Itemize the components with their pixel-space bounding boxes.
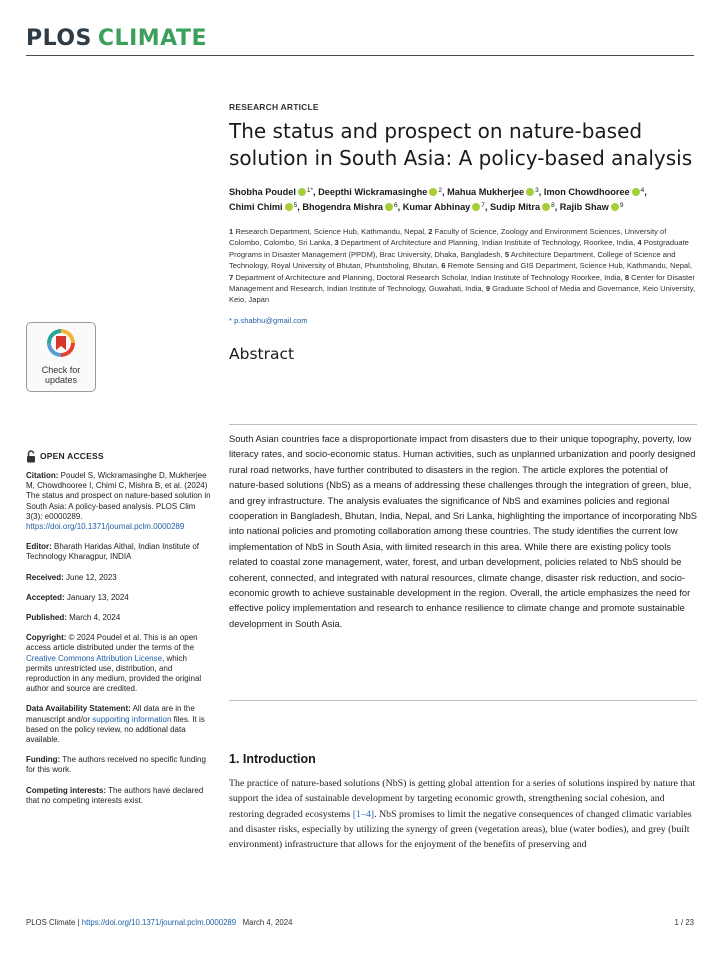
affiliation-number: 1 xyxy=(229,227,234,236)
affiliations: 1 Research Department, Science Hub, Kathmandu, Nepal, 2 Faculty of Science, Zoology and Environment Sciences, University of Colombo, Colombo, Sri Lanka, 3 Department of Architecture and Planning, Indian Institute of Technology, Roorkee, India, 4 Postgraduate Programs in Disaster Management (PPDM), Brac University, Dhaka, Bangladesh, 5 Architecture Department, College of Science and Technology, Royal University of Bhutan, Phuntsholing, Bhutan, 6 Remote Sensing and GIS Department, Science Hub, Kathmandu, Nepal, 7 Department of Architecture and Planning, Doctoral Research Scholar, Indian Institute of Technology Roorkee, India, 8 Center for Disaster Management and Research, Indian Institute of Technology, Guwahati, India, 9 Graduate School of Media and Governance, Keio University, Keio, Japan xyxy=(229,227,696,305)
abstract-top-divider xyxy=(229,424,697,425)
reference-link[interactable]: [1–4] xyxy=(352,808,375,820)
accepted-date: Accepted: January 13, 2024 xyxy=(26,592,129,602)
funding: Funding: The authors received no specific funding for this work. xyxy=(26,755,206,775)
article-title: The status and prospect on nature-based solution in South Asia: A policy-based analysis xyxy=(229,119,693,170)
orcid-icon[interactable] xyxy=(632,188,640,196)
open-access-label: OPEN ACCESS xyxy=(40,451,104,462)
affiliation-number: 7 xyxy=(229,272,234,282)
orcid-icon[interactable] xyxy=(285,203,293,211)
affiliation-number: 9 xyxy=(485,284,491,294)
orcid-icon[interactable] xyxy=(298,188,306,196)
abstract-text: South Asian countries face a disproportionate impact from disasters due to their unique topography, poverty, low literacy rates, and socio-economic status. Human activities, such as unplanned urbanization and poorly designed rural road networks, have further contributed to disasters in the region. The article explores the potential of nature-based solutions (NbS) as a means of addressing these challenges through the integration of green, blue, and grey infrastructure. The analysis evaluates the significance of NbS and examines policies and regional cooperation in Bangladesh, Bhutan, India, Nepal, and Sri Lanka, highlighting the importance of incorporating NbS into national policies and promoting collaboration among these countries. The study identifies the current low implementation of NbS in South Asia, with limited research in this area. While there are existing policy tools related to coastal zone management, water, forest, and urban development, policies related to NbS should be coherent, connected, and integrated with natural resources, climate change, disaster risk reduction, and socio-economic growth to achieve sustainable development in the region. Overall, the article emphasizes the need for effective policy implementation and research to enhance resilience to climate change and promote sustainable development in South Asia. xyxy=(229,434,698,629)
check-for-updates-button[interactable] xyxy=(26,322,96,392)
copyright: Copyright: © 2024 Poudel et al. This is an open access article distributed under the terms of the Creative Commons Attribution License, which permits unrestricted use, distribution, and reproduction in any medium, provided the original author and source are credited. xyxy=(26,633,202,694)
author-name[interactable]: Chimi Chimi $^5$ xyxy=(229,202,298,212)
orcid-icon[interactable] xyxy=(385,203,393,211)
affiliation-number: 5 xyxy=(504,249,510,259)
abstract-heading: Abstract xyxy=(229,344,295,363)
affiliation-number: 4 xyxy=(637,238,642,248)
journal-logo[interactable] xyxy=(26,26,207,51)
logo-word-climate: CLIMATE xyxy=(97,26,208,51)
affiliation-number: 6 xyxy=(441,261,446,271)
editor: Editor: Bharath Haridas Aithal, Indian Institute of Technology Kharagpur, INDIA xyxy=(26,542,199,562)
license-link[interactable]: Creative Commons Attribution License xyxy=(26,653,163,663)
open-access-badge xyxy=(26,450,212,463)
header-divider xyxy=(26,55,694,56)
bookmark-ribbon-icon xyxy=(45,327,77,359)
data-availability: Data Availability Statement: All data are in the manuscript and/or supporting information files. It is based on the policy review, no addtional data available. xyxy=(26,704,205,745)
page-number: 1 / 23 xyxy=(674,918,694,927)
author-name[interactable]: Kumar Abhinay $^7$ xyxy=(402,202,485,212)
author-list: Shobha Poudel $^{1*}$, Deepthi Wickramasinghe $^2$, Mahua Mukherjee $^3$, Imon Chowdhooree $^4$, Chimi Chimi $^5$, Bhogendra Mishra $^6$, Kumar Abhinay $^7$, Sudip Mitra $^8$, Rajib Shaw $^9$ xyxy=(229,187,647,212)
author-name[interactable]: Deepthi Wickramasinghe $^2$ xyxy=(318,187,442,197)
orcid-icon[interactable] xyxy=(526,188,534,196)
article-metadata xyxy=(26,450,212,816)
article-main xyxy=(229,102,697,369)
author-name[interactable]: Bhogendra Mishra $^6$ xyxy=(302,202,398,212)
affiliation-number: 3 xyxy=(334,238,339,248)
orcid-icon[interactable] xyxy=(472,203,480,211)
orcid-icon[interactable] xyxy=(542,203,550,211)
page-footer: PLOS Climate | https://doi.org/10.1371/journal.pclm.0000289 March 4, 2024 1 / 23 xyxy=(26,918,694,927)
citation-doi-link[interactable]: https://doi.org/10.1371/journal.pclm.0000289 xyxy=(26,522,185,532)
affiliation-number: 2 xyxy=(428,227,433,236)
orcid-icon[interactable] xyxy=(611,203,619,211)
received-date: Received: June 12, 2023 xyxy=(26,572,117,582)
author-name[interactable]: Sudip Mitra $^8$ xyxy=(490,202,555,212)
supporting-info-link[interactable]: supporting information xyxy=(92,714,172,724)
check-for-updates-label: Check for updates xyxy=(41,365,81,385)
author-name[interactable]: Shobha Poudel $^{1*}$ xyxy=(229,187,314,197)
article-type: RESEARCH ARTICLE xyxy=(229,102,319,112)
citation: Citation: Poudel S, Wickramasinghe D, Mukherjee M, Chowdhooree I, Chimi C, Mishra B, et al. (2024) The status and prospect on nature-based solution in South Asia: A policy-based analysis. PLOS Clim 3(3): e0000289. https://doi.org/10.1371/journal.pclm.0000289 xyxy=(26,471,211,532)
footer-journal: PLOS Climate xyxy=(26,918,76,927)
logo-word-plos: PLOS xyxy=(26,26,92,51)
author-name[interactable]: Rajib Shaw $^9$ xyxy=(559,202,624,212)
affiliation-number: 8 xyxy=(624,272,630,282)
open-lock-icon xyxy=(26,450,36,463)
abstract-bottom-divider xyxy=(229,700,697,701)
author-name[interactable]: Mahua Mukherjee $^3$ xyxy=(447,187,539,197)
orcid-icon[interactable] xyxy=(429,188,437,196)
published-date: Published: March 4, 2024 xyxy=(26,613,121,623)
footer-date: March 4, 2024 xyxy=(242,918,293,927)
introduction-text: The practice of nature-based solutions (NbS) is getting global attention for a series of solutions inspired by nature that support the idea of sustainable development by targeting economic growth, strengthening social cohesion, and restoring degraded ecosystems [1–4]. NbS promises to limit the negative consequences of changed climatic variables and disaster risks, especially by utilizing the synergy of green (vegetation areas), blue (water bodies), and grey (built environment) infrastructure that allows for the enjoyment of the benefits of preserving and xyxy=(229,778,696,851)
competing-interests: Competing interests: The authors have declared that no competing interests exist. xyxy=(26,785,204,805)
footer-doi-link[interactable]: https://doi.org/10.1371/journal.pclm.0000289 xyxy=(81,918,237,927)
author-name[interactable]: Imon Chowdhooree $^4$ xyxy=(543,187,645,197)
introduction-heading: 1. Introduction xyxy=(229,752,316,766)
corresponding-email[interactable]: * p.shabhu@gmail.com xyxy=(229,315,308,325)
